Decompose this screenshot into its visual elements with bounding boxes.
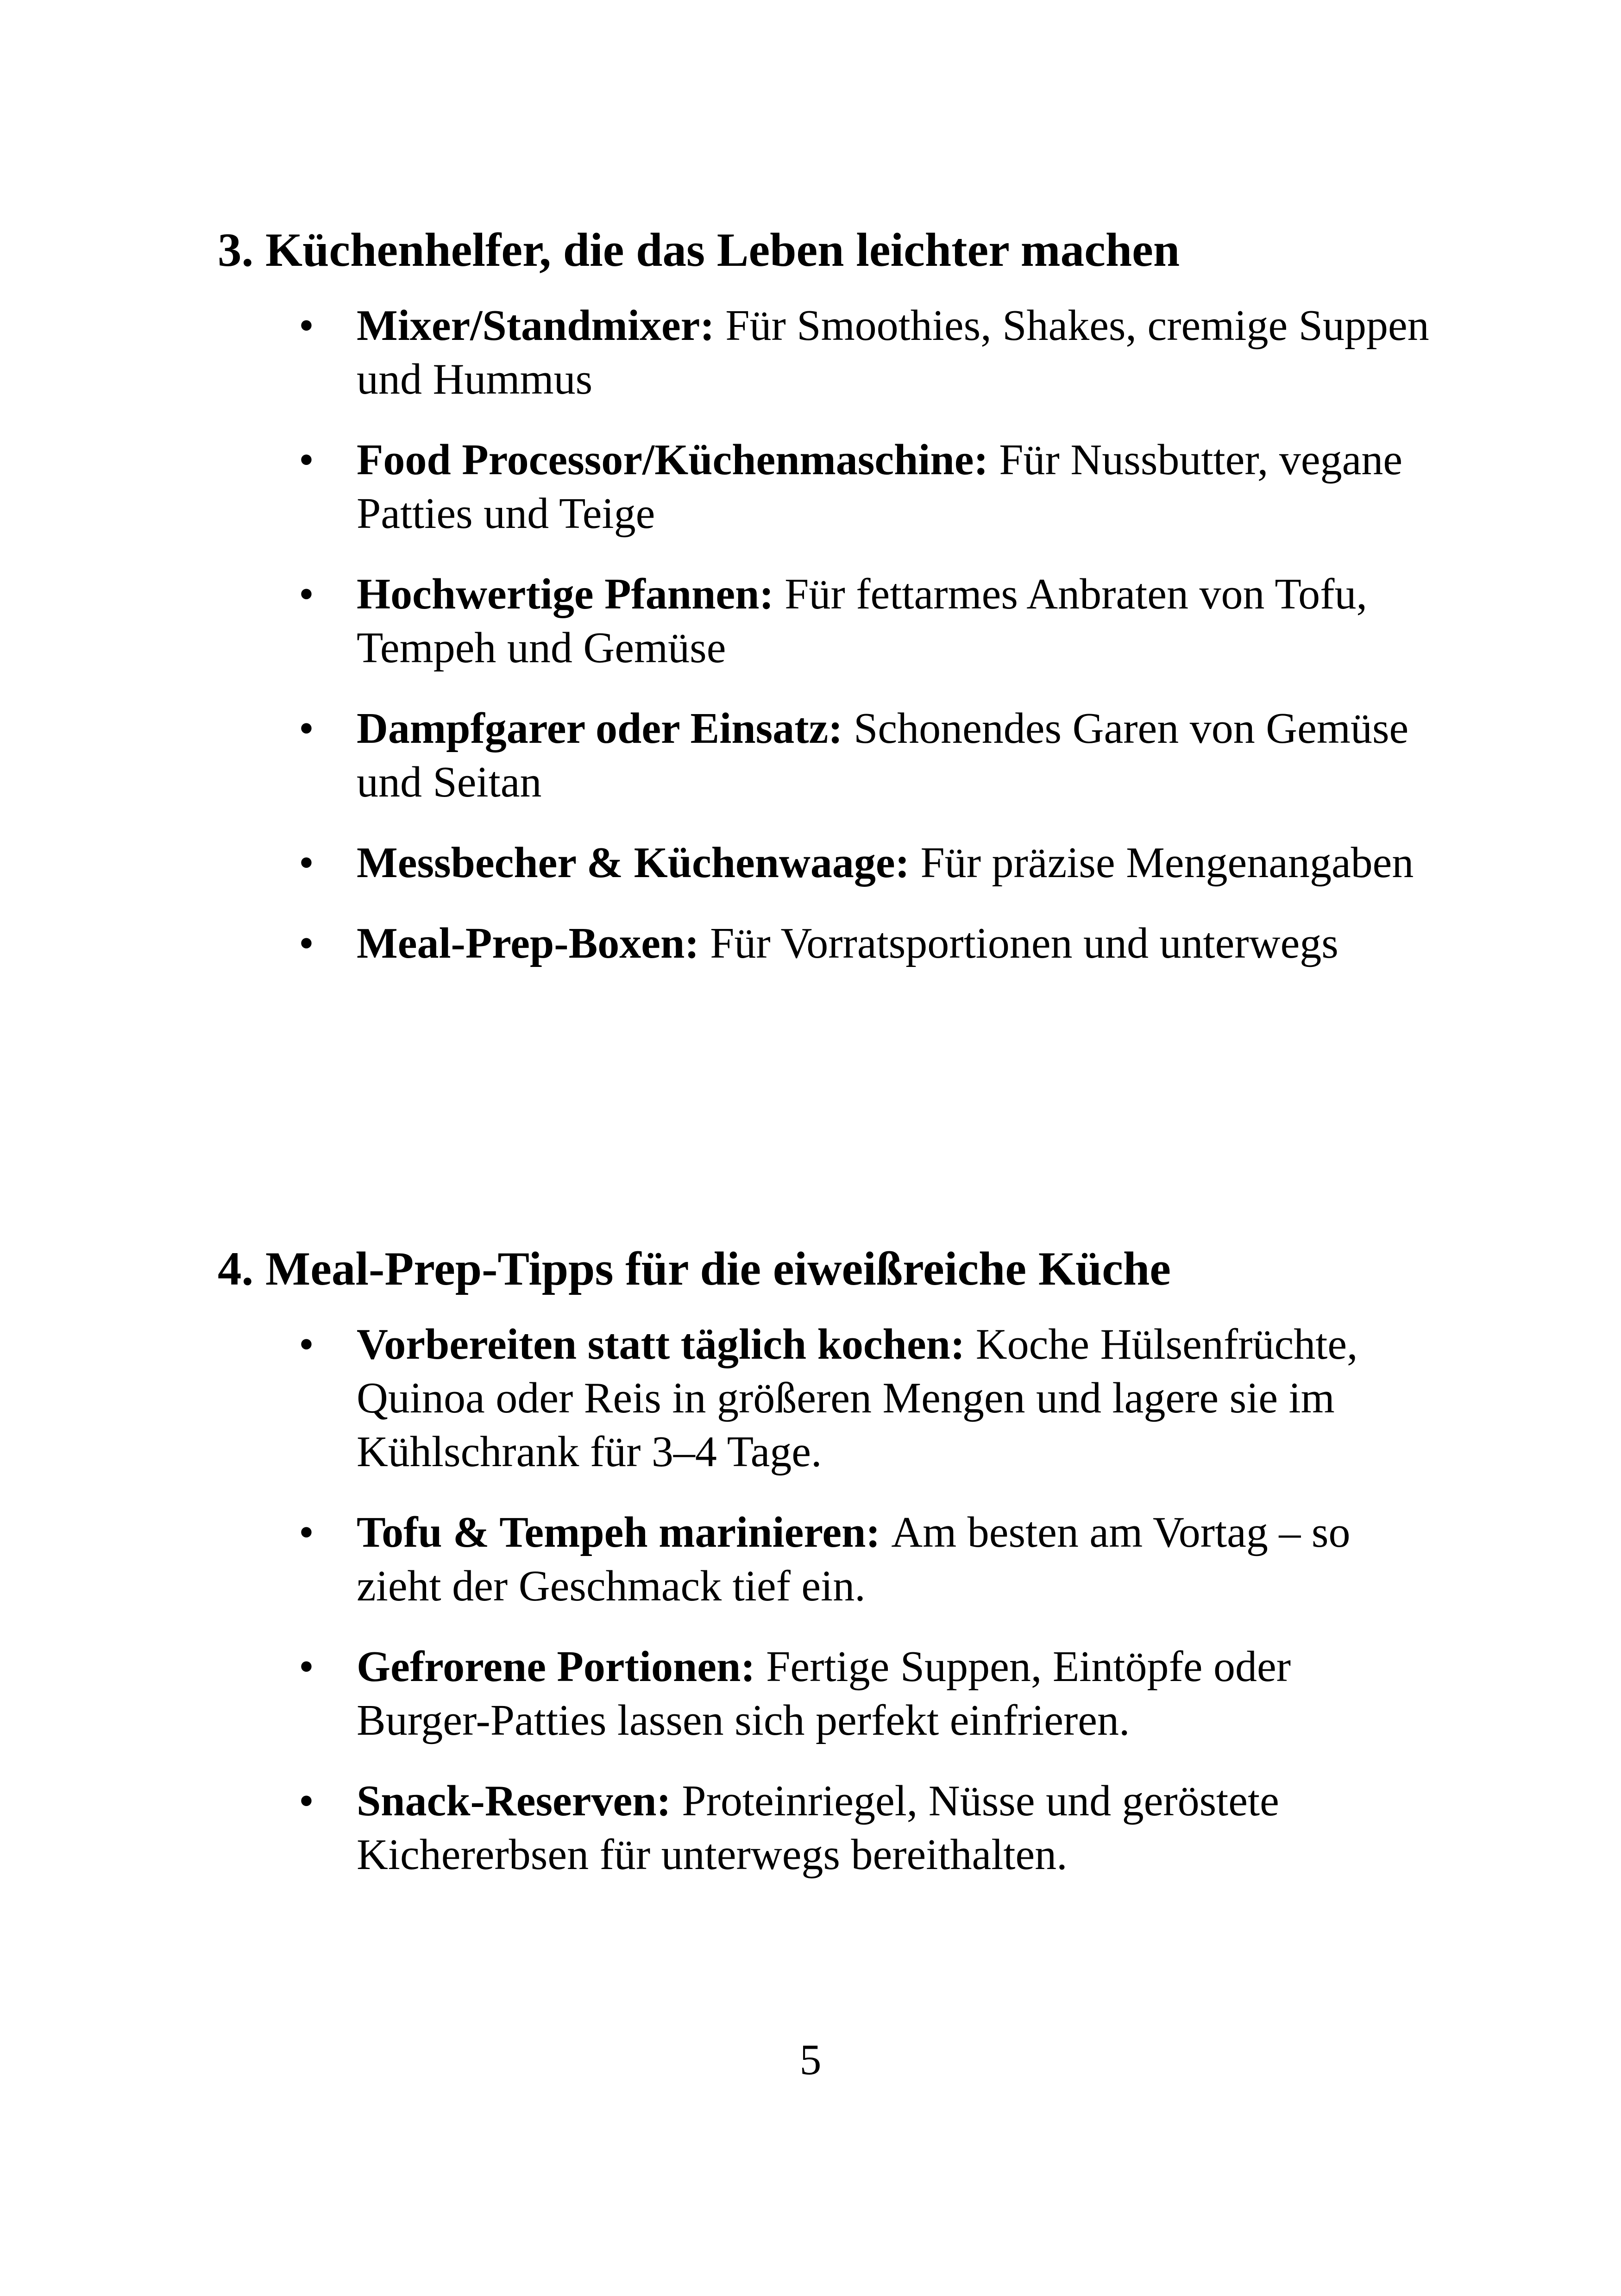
- item-term: Mixer/Standmixer:: [357, 301, 726, 350]
- item-term: Hochwertige Pfannen:: [357, 570, 785, 618]
- bullet-list: [218, 299, 1431, 970]
- item-text: Koche Hülsenfrüchte, Quinoa oder Reis in größeren Mengen und lagere sie im Kühlschrank für 3–4 Tage.: [357, 1320, 1358, 1476]
- bullet-icon: •: [299, 436, 314, 484]
- bullet-icon: •: [299, 839, 314, 887]
- list-item: [218, 916, 1431, 970]
- item-text: Für Vorratsportionen und unterwegs: [710, 919, 1338, 967]
- item-term: Dampfgarer oder Einsatz:: [357, 704, 854, 753]
- item-text: Fertige Suppen, Eintöpfe oder Burger-Patties lassen sich perfekt einfrieren.: [357, 1643, 1291, 1744]
- item-term: Gefrorene Portionen:: [357, 1643, 767, 1691]
- item-term: Tofu & Tempeh marinieren:: [357, 1508, 892, 1556]
- item-term: Food Processor/Küchenmaschine:: [357, 436, 999, 484]
- bullet-list: [218, 1317, 1431, 1882]
- list-item: [218, 1317, 1431, 1479]
- item-text: Für Smoothies, Shakes, cremige Suppen und Hummus: [357, 301, 1429, 403]
- item-text: Für Nussbutter, vegane Patties und Teige: [357, 436, 1403, 538]
- section-meal-prep-tips: [218, 1236, 1431, 1908]
- bullet-icon: •: [299, 1508, 314, 1556]
- list-item: [218, 836, 1431, 890]
- item-term: Meal-Prep-Boxen:: [357, 919, 710, 967]
- item-text: Für fettarmes Anbraten von Tofu, Tempeh und Gemüse: [357, 570, 1367, 672]
- item-text: Für präzise Mengenangaben: [920, 839, 1414, 887]
- bullet-icon: •: [299, 1643, 314, 1691]
- page-number: 5: [799, 2036, 822, 2084]
- list-item: [218, 433, 1431, 540]
- bullet-icon: •: [299, 1320, 314, 1368]
- bullet-icon: •: [299, 570, 314, 618]
- section-kitchen-helpers: [218, 218, 1431, 997]
- item-term: Vorbereiten statt täglich kochen:: [357, 1320, 976, 1368]
- item-term: Messbecher & Küchenwaage:: [357, 839, 921, 887]
- item-term: Snack-Reserven:: [357, 1777, 682, 1825]
- bullet-icon: •: [299, 1777, 314, 1825]
- section-heading: 4. Meal-Prep-Tipps für die eiweißreiche Küche: [218, 1242, 1171, 1295]
- section-heading: 3. Küchenhelfer, die das Leben leichter machen: [218, 224, 1180, 276]
- bullet-icon: •: [299, 301, 314, 350]
- list-item: [218, 1640, 1431, 1747]
- item-text: Proteinriegel, Nüsse und geröstete Kichererbsen für unterwegs bereithalten.: [357, 1777, 1279, 1879]
- bullet-icon: •: [299, 919, 314, 967]
- item-text: Am besten am Vortag – so zieht der Geschmack tief ein.: [357, 1508, 1351, 1610]
- list-item: [218, 1774, 1431, 1882]
- list-item: [218, 299, 1431, 406]
- item-text: Schonendes Garen von Gemüse und Seitan: [357, 704, 1409, 806]
- list-item: [218, 702, 1431, 809]
- list-item: [218, 567, 1431, 675]
- list-item: [218, 1506, 1431, 1613]
- bullet-icon: •: [299, 704, 314, 753]
